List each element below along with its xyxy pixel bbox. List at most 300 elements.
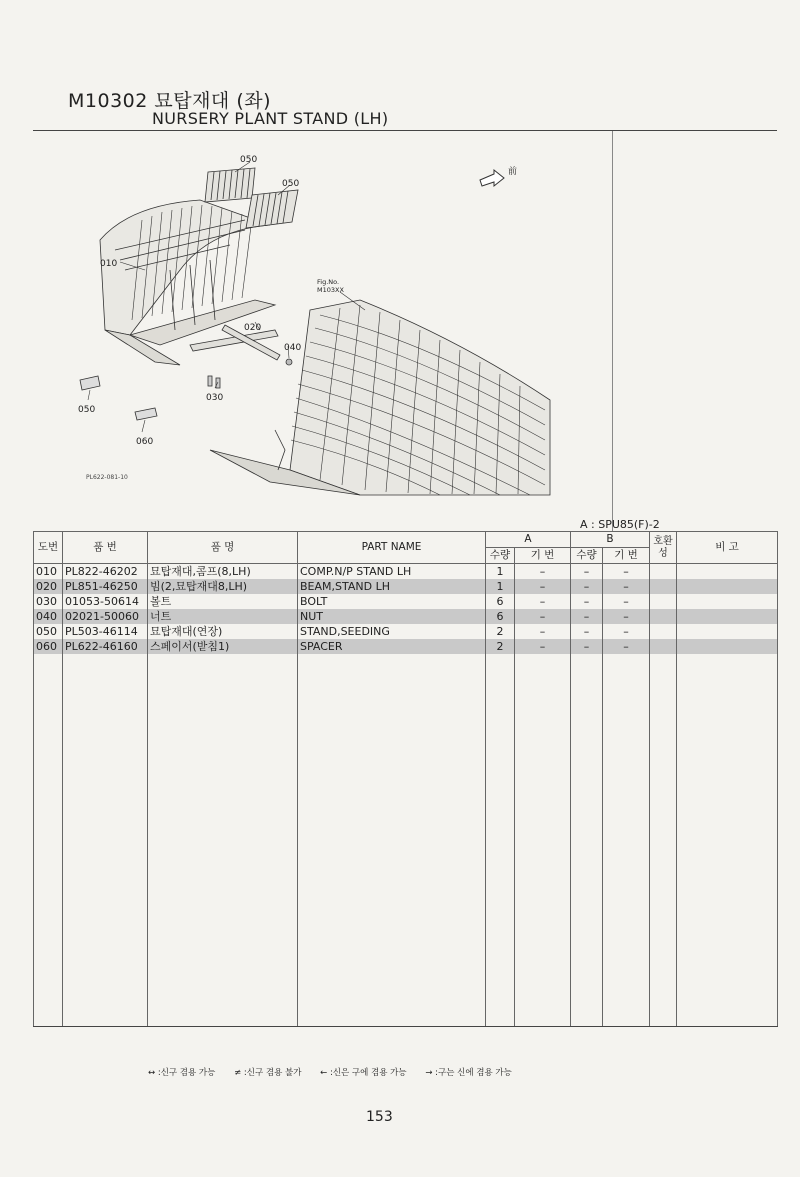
empty-cell	[515, 964, 571, 980]
empty-cell	[486, 1011, 515, 1027]
empty-cell	[571, 840, 603, 856]
empty-cell	[63, 732, 148, 748]
cell-base-a: –	[515, 609, 571, 624]
empty-cell	[650, 887, 677, 903]
empty-cell	[677, 949, 778, 965]
empty-cell	[486, 654, 515, 670]
legend-item: → :구는 신에 겸용 가능	[425, 1068, 512, 1078]
empty-cell	[571, 825, 603, 841]
empty-cell	[298, 995, 486, 1011]
empty-cell	[486, 856, 515, 872]
empty-table-row	[34, 654, 778, 670]
empty-cell	[677, 980, 778, 996]
cell-name-kr: 너트	[148, 609, 298, 624]
empty-cell	[571, 716, 603, 732]
cell-ref: 040	[34, 609, 63, 624]
empty-cell	[677, 732, 778, 748]
empty-cell	[486, 995, 515, 1011]
cell-part-no: 01053-50614	[63, 594, 148, 609]
cell-qty-b: –	[571, 564, 603, 580]
empty-cell	[515, 949, 571, 965]
empty-cell	[63, 716, 148, 732]
model-code: A : SPU85(F)-2	[580, 518, 660, 531]
empty-cell	[677, 809, 778, 825]
empty-table-row	[34, 980, 778, 996]
empty-cell	[515, 732, 571, 748]
empty-cell	[63, 809, 148, 825]
cell-interchange	[650, 639, 677, 654]
empty-cell	[486, 964, 515, 980]
empty-cell	[603, 840, 650, 856]
cell-base-b: –	[603, 594, 650, 609]
empty-table-row	[34, 701, 778, 717]
empty-cell	[650, 933, 677, 949]
empty-cell	[571, 654, 603, 670]
header-part-no: 품 번	[63, 532, 148, 564]
empty-cell	[515, 840, 571, 856]
cell-base-a: –	[515, 639, 571, 654]
empty-cell	[677, 1011, 778, 1027]
cell-base-a: –	[515, 594, 571, 609]
empty-cell	[148, 716, 298, 732]
empty-cell	[571, 778, 603, 794]
parts-table	[33, 531, 778, 1027]
empty-cell	[298, 763, 486, 779]
empty-cell	[148, 763, 298, 779]
empty-cell	[34, 654, 63, 670]
table-row	[34, 609, 778, 624]
cell-interchange	[650, 609, 677, 624]
table-row	[34, 564, 778, 580]
cell-qty-a: 2	[486, 639, 515, 654]
empty-cell	[148, 809, 298, 825]
empty-cell	[650, 995, 677, 1011]
empty-cell	[571, 809, 603, 825]
empty-cell	[34, 794, 63, 810]
empty-cell	[650, 809, 677, 825]
empty-cell	[148, 887, 298, 903]
beam-part	[190, 325, 292, 365]
empty-cell	[63, 856, 148, 872]
empty-cell	[34, 840, 63, 856]
empty-cell	[298, 747, 486, 763]
empty-cell	[515, 1011, 571, 1027]
empty-cell	[486, 794, 515, 810]
empty-cell	[650, 794, 677, 810]
empty-table-row	[34, 918, 778, 934]
empty-cell	[298, 670, 486, 686]
empty-cell	[515, 825, 571, 841]
empty-cell	[298, 685, 486, 701]
cell-base-b: –	[603, 639, 650, 654]
cell-interchange	[650, 564, 677, 580]
empty-cell	[677, 825, 778, 841]
empty-cell	[298, 840, 486, 856]
empty-cell	[34, 701, 63, 717]
cell-interchange	[650, 579, 677, 594]
empty-cell	[650, 747, 677, 763]
empty-cell	[571, 995, 603, 1011]
empty-cell	[515, 716, 571, 732]
empty-cell	[603, 670, 650, 686]
cell-qty-a: 2	[486, 624, 515, 639]
legend-item: ↔ :신구 겸용 가능	[148, 1068, 216, 1078]
empty-cell	[34, 887, 63, 903]
empty-cell	[148, 856, 298, 872]
empty-cell	[148, 964, 298, 980]
empty-cell	[486, 763, 515, 779]
empty-cell	[515, 902, 571, 918]
empty-cell	[515, 809, 571, 825]
empty-cell	[148, 980, 298, 996]
empty-cell	[148, 685, 298, 701]
empty-cell	[603, 949, 650, 965]
empty-cell	[63, 980, 148, 996]
cell-remarks	[677, 564, 778, 580]
cell-ref: 010	[34, 564, 63, 580]
empty-table-row	[34, 949, 778, 965]
header-interchange: 호환성	[650, 532, 677, 564]
page-subtitle: NURSERY PLANT STAND (LH)	[152, 109, 389, 128]
empty-cell	[34, 1011, 63, 1027]
empty-cell	[63, 902, 148, 918]
cell-base-a: –	[515, 564, 571, 580]
cell-qty-b: –	[571, 624, 603, 639]
front-mark: 前	[508, 167, 518, 177]
cell-interchange	[650, 594, 677, 609]
extension-rack-1	[205, 168, 255, 202]
empty-cell	[650, 685, 677, 701]
empty-cell	[650, 763, 677, 779]
cell-base-a: –	[515, 579, 571, 594]
table-row	[34, 624, 778, 639]
empty-cell	[677, 763, 778, 779]
empty-cell	[298, 949, 486, 965]
cell-remarks	[677, 579, 778, 594]
empty-cell	[148, 840, 298, 856]
exploded-parts-diagram	[60, 150, 560, 510]
empty-cell	[677, 670, 778, 686]
cell-base-b: –	[603, 579, 650, 594]
front-arrow-icon	[480, 170, 504, 186]
header-qty-a: 수량	[486, 548, 515, 564]
empty-cell	[486, 902, 515, 918]
empty-cell	[486, 933, 515, 949]
empty-cell	[148, 732, 298, 748]
empty-cell	[148, 654, 298, 670]
empty-cell	[298, 825, 486, 841]
empty-cell	[515, 778, 571, 794]
empty-cell	[148, 871, 298, 887]
empty-cell	[650, 1011, 677, 1027]
header-part-name: PART NAME	[298, 532, 486, 564]
empty-cell	[298, 794, 486, 810]
cell-remarks	[677, 639, 778, 654]
empty-cell	[34, 918, 63, 934]
empty-cell	[515, 980, 571, 996]
callout-060: 060	[136, 437, 154, 447]
cell-qty-a: 6	[486, 594, 515, 609]
empty-cell	[34, 747, 63, 763]
cell-name-kr: 묘탑재대(연장)	[148, 624, 298, 639]
empty-cell	[650, 918, 677, 934]
cell-name-en: BOLT	[298, 594, 486, 609]
empty-cell	[603, 902, 650, 918]
cell-name-kr: 묘탑재대,콤프(8,LH)	[148, 564, 298, 580]
empty-cell	[148, 670, 298, 686]
empty-cell	[603, 1011, 650, 1027]
empty-cell	[571, 670, 603, 686]
empty-cell	[515, 871, 571, 887]
empty-cell	[486, 809, 515, 825]
empty-cell	[603, 918, 650, 934]
empty-cell	[298, 887, 486, 903]
empty-cell	[650, 654, 677, 670]
cell-name-kr: 빔(2,묘탑재대8,LH)	[148, 579, 298, 594]
empty-cell	[63, 933, 148, 949]
empty-cell	[34, 825, 63, 841]
cell-name-en: NUT	[298, 609, 486, 624]
empty-cell	[486, 840, 515, 856]
cell-remarks	[677, 624, 778, 639]
cell-name-en: COMP.N/P STAND LH	[298, 564, 486, 580]
cell-base-b: –	[603, 624, 650, 639]
empty-cell	[571, 763, 603, 779]
empty-table-row	[34, 995, 778, 1011]
empty-cell	[677, 716, 778, 732]
empty-cell	[603, 809, 650, 825]
empty-cell	[34, 964, 63, 980]
empty-cell	[677, 778, 778, 794]
cell-qty-b: –	[571, 594, 603, 609]
table-row	[34, 594, 778, 609]
extension-rack-2	[246, 190, 298, 228]
callout-050-a: 050	[240, 155, 258, 165]
table-row	[34, 579, 778, 594]
empty-cell	[603, 732, 650, 748]
header-base-a: 기 번	[515, 548, 571, 564]
empty-cell	[571, 918, 603, 934]
legend-item: ← :신은 구에 겸용 가능	[320, 1068, 407, 1078]
header-qty-b: 수량	[571, 548, 603, 564]
empty-cell	[34, 763, 63, 779]
empty-cell	[677, 902, 778, 918]
empty-cell	[677, 995, 778, 1011]
empty-cell	[650, 980, 677, 996]
empty-table-row	[34, 763, 778, 779]
empty-cell	[650, 949, 677, 965]
empty-cell	[298, 933, 486, 949]
empty-cell	[603, 856, 650, 872]
empty-cell	[571, 980, 603, 996]
empty-cell	[63, 654, 148, 670]
empty-cell	[148, 747, 298, 763]
empty-cell	[515, 887, 571, 903]
empty-cell	[148, 918, 298, 934]
cell-base-b: –	[603, 564, 650, 580]
fig-no-label: Fig.No.	[317, 278, 340, 286]
empty-table-row	[34, 840, 778, 856]
column-divider	[612, 131, 613, 531]
empty-cell	[677, 747, 778, 763]
empty-cell	[486, 887, 515, 903]
empty-cell	[603, 747, 650, 763]
interchange-legend	[148, 1066, 528, 1078]
empty-cell	[34, 933, 63, 949]
empty-cell	[63, 887, 148, 903]
empty-cell	[298, 1011, 486, 1027]
empty-cell	[515, 856, 571, 872]
cell-ref: 030	[34, 594, 63, 609]
empty-cell	[571, 887, 603, 903]
header-group-a: A	[486, 532, 571, 548]
empty-cell	[571, 949, 603, 965]
empty-cell	[34, 902, 63, 918]
bolt-parts	[208, 376, 220, 388]
cell-ref: 050	[34, 624, 63, 639]
cell-part-no: PL503-46114	[63, 624, 148, 639]
empty-cell	[486, 871, 515, 887]
empty-cell	[298, 856, 486, 872]
cell-name-kr: 스페이서(받침1)	[148, 639, 298, 654]
empty-cell	[63, 1011, 148, 1027]
empty-cell	[515, 654, 571, 670]
empty-cell	[148, 949, 298, 965]
empty-cell	[34, 732, 63, 748]
empty-cell	[486, 918, 515, 934]
empty-cell	[515, 685, 571, 701]
empty-cell	[148, 825, 298, 841]
empty-cell	[603, 825, 650, 841]
empty-cell	[571, 871, 603, 887]
empty-cell	[677, 794, 778, 810]
empty-cell	[603, 995, 650, 1011]
empty-cell	[63, 747, 148, 763]
empty-cell	[650, 902, 677, 918]
empty-cell	[571, 902, 603, 918]
page-title: M10302 묘탑재대 (좌)	[68, 90, 272, 112]
empty-cell	[677, 964, 778, 980]
empty-cell	[515, 763, 571, 779]
empty-cell	[650, 856, 677, 872]
empty-table-row	[34, 794, 778, 810]
empty-cell	[148, 778, 298, 794]
empty-cell	[298, 871, 486, 887]
empty-cell	[298, 964, 486, 980]
empty-cell	[63, 763, 148, 779]
empty-cell	[148, 995, 298, 1011]
empty-cell	[677, 933, 778, 949]
empty-cell	[298, 701, 486, 717]
empty-cell	[34, 995, 63, 1011]
empty-cell	[298, 809, 486, 825]
empty-cell	[603, 685, 650, 701]
cell-part-no: PL822-46202	[63, 564, 148, 580]
empty-table-row	[34, 716, 778, 732]
cell-base-a: –	[515, 624, 571, 639]
cell-interchange	[650, 624, 677, 639]
header-ref-no: 도번	[34, 532, 63, 564]
empty-cell	[63, 670, 148, 686]
empty-cell	[677, 654, 778, 670]
page-number: 153	[366, 1109, 393, 1125]
cell-part-no: 02021-50060	[63, 609, 148, 624]
empty-table-row	[34, 871, 778, 887]
callout-040: 040	[284, 343, 302, 353]
empty-cell	[603, 763, 650, 779]
empty-cell	[515, 933, 571, 949]
empty-cell	[486, 949, 515, 965]
empty-cell	[515, 670, 571, 686]
empty-cell	[603, 654, 650, 670]
empty-cell	[603, 701, 650, 717]
empty-table-row	[34, 747, 778, 763]
empty-cell	[603, 716, 650, 732]
header-part-name-kr: 품 명	[148, 532, 298, 564]
callout-020: 020	[244, 323, 262, 333]
empty-cell	[63, 701, 148, 717]
empty-cell	[148, 1011, 298, 1027]
empty-cell	[34, 980, 63, 996]
empty-cell	[63, 918, 148, 934]
empty-cell	[34, 809, 63, 825]
callout-050-c: 050	[78, 405, 96, 415]
empty-cell	[571, 1011, 603, 1027]
empty-cell	[63, 794, 148, 810]
empty-cell	[298, 918, 486, 934]
cell-qty-a: 1	[486, 579, 515, 594]
empty-cell	[603, 778, 650, 794]
empty-cell	[515, 794, 571, 810]
empty-cell	[34, 685, 63, 701]
empty-cell	[34, 716, 63, 732]
cell-qty-b: –	[571, 579, 603, 594]
empty-cell	[63, 949, 148, 965]
empty-cell	[571, 794, 603, 810]
empty-cell	[515, 747, 571, 763]
empty-cell	[603, 871, 650, 887]
table-row	[34, 639, 778, 654]
header-base-b: 기 번	[603, 548, 650, 564]
cell-ref: 060	[34, 639, 63, 654]
figure-id: PL622-081-10	[86, 474, 128, 481]
empty-cell	[63, 825, 148, 841]
empty-cell	[603, 794, 650, 810]
header-group-b: B	[571, 532, 650, 548]
empty-cell	[650, 825, 677, 841]
empty-table-row	[34, 902, 778, 918]
empty-cell	[63, 840, 148, 856]
callout-030: 030	[206, 393, 224, 403]
empty-cell	[650, 716, 677, 732]
empty-cell	[650, 871, 677, 887]
empty-cell	[571, 701, 603, 717]
empty-cell	[63, 778, 148, 794]
cell-qty-b: –	[571, 609, 603, 624]
empty-cell	[486, 732, 515, 748]
empty-cell	[63, 685, 148, 701]
empty-table-row	[34, 933, 778, 949]
empty-table-row	[34, 809, 778, 825]
empty-cell	[603, 964, 650, 980]
empty-cell	[650, 732, 677, 748]
empty-cell	[34, 670, 63, 686]
empty-cell	[486, 670, 515, 686]
empty-cell	[63, 995, 148, 1011]
empty-cell	[571, 747, 603, 763]
empty-table-row	[34, 964, 778, 980]
empty-cell	[486, 778, 515, 794]
